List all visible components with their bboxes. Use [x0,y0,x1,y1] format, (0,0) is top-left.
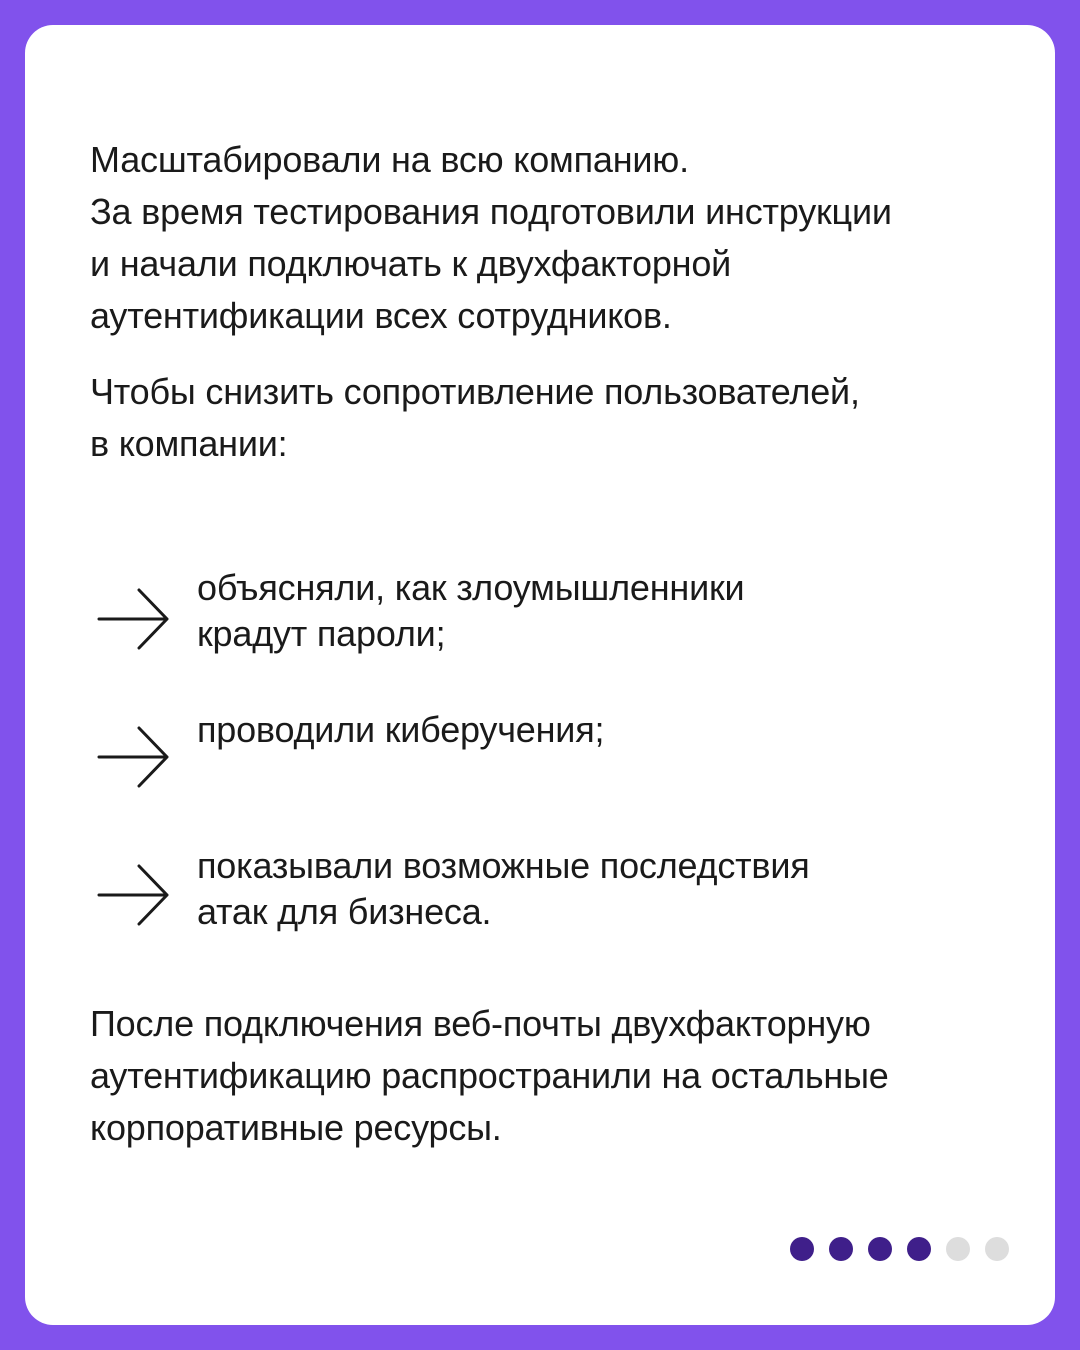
list-item-line: показывали возможные последствия [197,845,810,886]
slide-card [25,25,1055,1325]
outro-line: аутентификацию распространили на остальные [90,1055,889,1096]
intro-line: Масштабировали на всю компанию. [90,139,689,180]
list-item-text [197,565,744,657]
intro-line: и начали подключать к двухфакторной [90,243,732,284]
pagination-dot-inactive [985,1237,1009,1261]
intro-line: аутентификации всех сотрудников. [90,295,672,336]
outro-paragraph [90,998,889,1154]
list-item-text [197,843,810,935]
list-lead-line: Чтобы снизить сопротивление пользователей, [90,371,860,412]
list-item-line: объясняли, как злоумышленники [197,567,745,608]
outro-line: После подключения веб-почты двухфакторную [90,1003,871,1044]
list-lead-line: в компании: [90,423,288,464]
pagination-dot-active [907,1237,931,1261]
pagination-dot-inactive [946,1237,970,1261]
list-item-line: атак для бизнеса. [197,891,492,932]
pagination-dot-active [790,1237,814,1261]
list-item-line: проводили киберучения; [197,709,605,750]
arrow-right-icon [97,863,171,927]
pagination-dot-active [829,1237,853,1261]
arrow-right-icon [97,725,171,789]
intro-paragraph [90,134,892,342]
pagination-dot-active [868,1237,892,1261]
pagination-dots [790,1237,1009,1261]
list-lead-paragraph [90,366,860,470]
arrow-right-icon [97,587,171,651]
list-item-text [197,707,604,753]
intro-line: За время тестирования подготовили инструкции [90,191,892,232]
outro-line: корпоративные ресурсы. [90,1107,502,1148]
list-item-line: крадут пароли; [197,613,446,654]
